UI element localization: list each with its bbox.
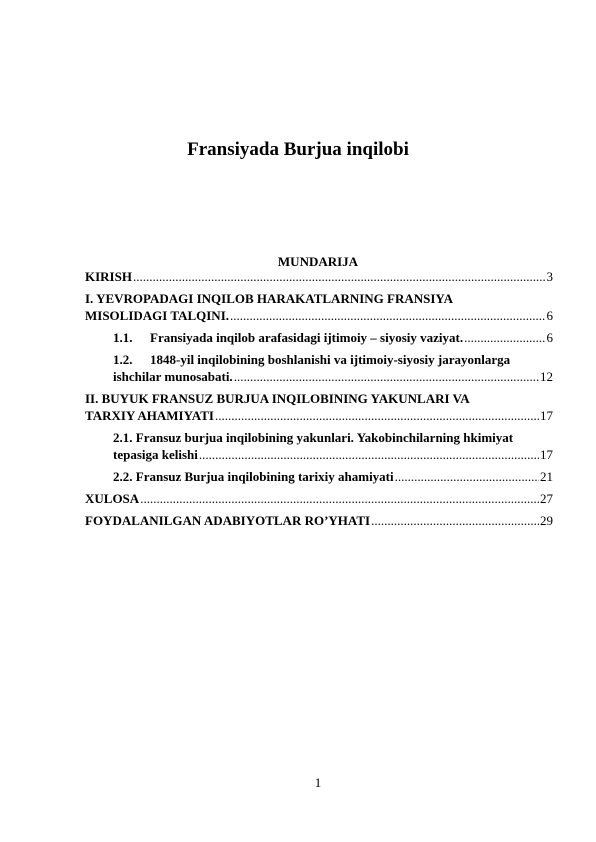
toc-entry-text-line1: 1848-yil inqilobining boshlanishi va ijtimoiy-siyosiy jarayonlarga (150, 352, 511, 367)
toc-heading: MUNDARIJA (277, 254, 359, 269)
toc-entry-chapter-1[interactable] (85, 290, 553, 324)
toc-entry-section-1-2[interactable] (85, 351, 553, 385)
toc-entry-section-2-2[interactable] (85, 468, 553, 485)
toc-section-number: 1.2. (113, 352, 133, 367)
toc-entry-text: tepasiga kelishi (113, 447, 198, 462)
toc-section-number: 1.1. (113, 330, 133, 345)
toc-entry-text: Fransiyada inqilob arafasidagi ijtimoiy – siyosiy vaziyat. (150, 330, 464, 345)
toc-entry-chapter-2[interactable] (85, 390, 553, 424)
toc-page-number: 27 (540, 491, 553, 506)
toc-entry-text: XULOSA (85, 491, 140, 506)
dot-leader (464, 329, 545, 346)
toc-entry-section-1-1[interactable] (85, 329, 553, 346)
toc-page-number: 6 (546, 330, 553, 345)
dot-leader (234, 368, 539, 385)
toc-entry-text: 2.2. Fransuz Burjua inqilobining tarixiy ahamiyati (113, 469, 394, 484)
toc-entry-text-line1: II. BUYUK FRANSUZ BURJUA INQILOBINING YAKUNLARI VA (85, 391, 470, 406)
toc-entry-kirish[interactable] (85, 268, 553, 285)
toc-page-number: 3 (546, 269, 553, 284)
dot-leader (199, 446, 539, 463)
toc-page-number: 6 (546, 308, 553, 323)
dot-leader (395, 468, 539, 485)
toc-page-number: 29 (540, 513, 553, 528)
toc-entry-text: MISOLIDAGI TALQINI. (85, 308, 229, 323)
toc-entry-text: FOYDALANILGAN ADABIYOTLAR RO’YHATI (85, 513, 371, 528)
toc-page-number: 17 (540, 408, 553, 423)
toc-page-number: 17 (540, 447, 553, 462)
toc-entry-text: KIRISH (85, 269, 132, 284)
table-of-contents (85, 268, 553, 534)
toc-entry-section-2-1[interactable] (85, 429, 553, 463)
dot-leader (140, 490, 539, 507)
toc-entry-text-line1: 2.1. Fransuz burjua inqilobining yakunlari. Yakobinchilarning hkimiyat (113, 430, 514, 445)
toc-entry-bibliography[interactable] (85, 512, 553, 529)
page-number: 1 (314, 775, 322, 790)
toc-page-number: 21 (540, 469, 553, 484)
dot-leader (215, 407, 539, 424)
dot-leader (133, 268, 546, 285)
toc-entry-text: TARXIY AHAMIYATI (85, 408, 214, 423)
toc-entry-text: ishchilar munosabati. (113, 369, 233, 384)
document-title: Fransiyada Burjua inqilobi (187, 139, 409, 160)
toc-entry-xulosa[interactable] (85, 490, 553, 507)
toc-entry-text-line1: I. YEVROPADAGI INQILOB HARAKATLARNING FRANSIYA (85, 291, 454, 306)
dot-leader (371, 512, 539, 529)
dot-leader (230, 307, 546, 324)
toc-page-number: 12 (540, 369, 553, 384)
